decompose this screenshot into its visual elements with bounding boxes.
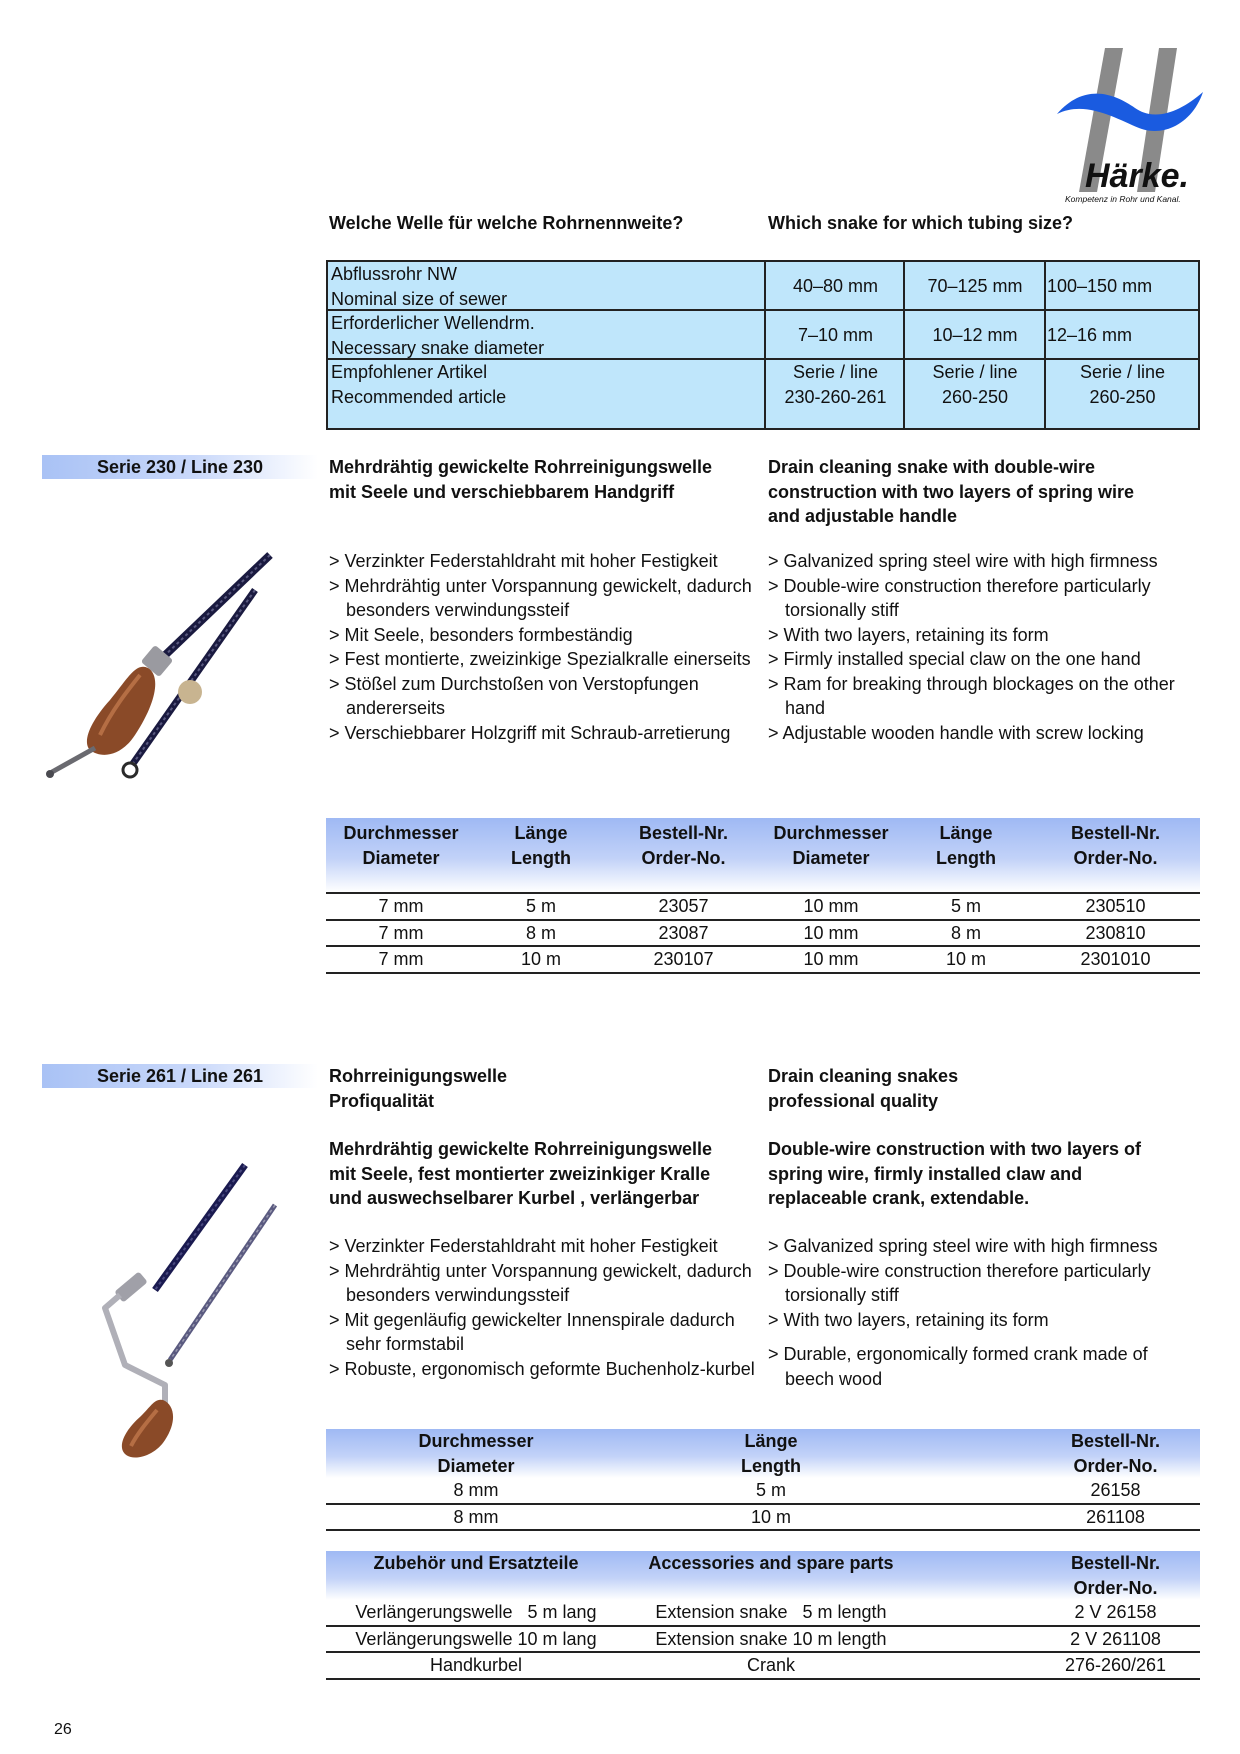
tubing-size-table [326, 260, 1200, 430]
size-row-sewer [328, 262, 1198, 311]
feature-item: > Ram for breaking through blockages on the other hand [768, 672, 1200, 721]
feature-item: > Galvanized spring steel wire with high firmness [768, 549, 1200, 574]
page-number: 26 [54, 1721, 72, 1738]
series-230-title-de: Mehrdrähtig gewickelte Rohrreinigungswelle mit Seele und verschiebbarem Handgriff [329, 457, 713, 502]
series-261-product-image [85, 1160, 285, 1460]
haerke-logo [1055, 42, 1205, 207]
table-header: Durchmesser Diameter Länge Length Bestell-Nr. Order-No. Durchmesser Diameter Länge Length Bestell-Nr. Order-No. [326, 818, 1200, 892]
size-row-snake [328, 311, 1198, 360]
feature-item: > Verzinkter Federstahldraht mit hoher Festigkeit [329, 549, 759, 574]
feature-item: > Fest montierte, zweizinkige Spezialkralle einerseits [329, 647, 759, 672]
series-230-features-de [329, 549, 759, 745]
feature-item: > Galvanized spring steel wire with high firmness [768, 1234, 1200, 1259]
table-row: 7 mm 5 m 23057 10 mm 5 m 230510 [326, 892, 1200, 921]
size-cell: 40–80 mm [792, 276, 879, 296]
feature-item: > Stößel zum Durchstoßen von Verstopfungen andererseits [329, 672, 759, 721]
series-261-tag: Serie 261 / Line 261 [42, 1064, 318, 1088]
series-261-subtitle-en: Double-wire construction with two layers of spring wire, firmly installed claw and replaceable crank, extendable. [768, 1139, 1142, 1208]
size-cell: 260-250 [941, 386, 1009, 407]
size-cell: 10–12 mm [932, 325, 1018, 345]
feature-item: > Verschiebbarer Holzgriff mit Schraub-arretierung [329, 721, 759, 746]
feature-item: > Double-wire construction therefore particularly torsionally stiff [768, 1259, 1200, 1308]
feature-item: > Robuste, ergonomisch geformte Buchenholz-kurbel [329, 1357, 759, 1382]
feature-item: > Mehrdrähtig unter Vorspannung gewickelt, dadurch besonders verwindungssteif [329, 574, 759, 623]
table-header: Zubehör und Ersatzteile Accessories and spare parts Bestell-Nr. Order-No. [326, 1551, 1200, 1600]
series-230-features-en [768, 549, 1200, 745]
feature-item: > Adjustable wooden handle with screw locking [768, 721, 1200, 746]
heading-de: Welche Welle für welche Rohrnennweite? [329, 213, 684, 233]
series-261-subtitle-de: Mehrdrähtig gewickelte Rohrreinigungswelle mit Seele, fest montierter zweizinkiger Kralle und auswechselbarer Kurbel , verlängerbar [329, 1139, 713, 1208]
feature-item: > With two layers, retaining its form [768, 623, 1200, 648]
feature-item: > With two layers, retaining its form [768, 1308, 1200, 1333]
size-cell: 12–16 mm [1047, 325, 1133, 345]
table-row: Handkurbel Crank 276-260/261 [326, 1653, 1200, 1680]
accessories-table [326, 1551, 1200, 1680]
series-230-order-table [326, 818, 1200, 974]
feature-item: > Mit gegenläufig gewickelter Innenspirale dadurch sehr formstabil [329, 1308, 759, 1357]
table-row: Verlängerungswelle 5 m lang Extension snake 5 m length 2 V 26158 [326, 1600, 1200, 1627]
series-230-tag: Serie 230 / Line 230 [42, 455, 318, 479]
table-row: 7 mm 8 m 23087 10 mm 8 m 230810 [326, 921, 1200, 948]
size-cell: 7–10 mm [797, 325, 874, 345]
feature-item: > Durable, ergonomically formed crank made of beech wood [768, 1342, 1200, 1391]
size-label-en: Necessary snake diameter [331, 337, 545, 358]
series-230-product-image [40, 550, 290, 800]
size-cell: 230-260-261 [784, 386, 887, 407]
series-261-features-de [329, 1234, 759, 1381]
size-label-de: Erforderlicher Wellendrm. [331, 313, 535, 333]
table-row: Verlängerungswelle 10 m lang Extension snake 10 m length 2 V 261108 [326, 1627, 1200, 1654]
table-header: Durchmesser Diameter Länge Length Bestell-Nr. Order-No. [326, 1429, 1200, 1478]
feature-item: > Double-wire construction therefore particularly torsionally stiff [768, 574, 1200, 623]
feature-item: > Mit Seele, besonders formbeständig [329, 623, 759, 648]
feature-item: > Verzinkter Federstahldraht mit hoher Festigkeit [329, 1234, 759, 1259]
table-row: 8 mm 5 m 26158 [326, 1478, 1200, 1505]
svg-text:Kompetenz in Rohr und Kanal.: Kompetenz in Rohr und Kanal. [1065, 194, 1181, 204]
table-row: 8 mm 10 m 261108 [326, 1505, 1200, 1532]
heading-en: Which snake for which tubing size? [768, 213, 1074, 233]
size-row-article [328, 360, 1198, 430]
series-261-features-en [768, 1234, 1200, 1391]
series-230-title-en: Drain cleaning snake with double-wire construction with two layers of spring wire and adjustable handle [768, 457, 1135, 526]
size-label-en: Nominal size of sewer [331, 288, 508, 309]
series-261-order-table [326, 1429, 1200, 1531]
size-label-de: Empfohlener Artikel [331, 362, 488, 382]
size-cell: 260-250 [1089, 386, 1156, 407]
feature-item: > Firmly installed special claw on the one hand [768, 647, 1200, 672]
series-261-title-de: Rohrreinigungswelle Profiqualität [329, 1066, 508, 1111]
size-label-en: Recommended article [331, 386, 507, 407]
size-label-de: Abflussrohr NW [331, 264, 458, 284]
size-cell: Serie / line [792, 362, 879, 382]
feature-item: > Mehrdrähtig unter Vorspannung gewickelt, dadurch besonders verwindungssteif [329, 1259, 759, 1308]
size-cell: Serie / line [932, 362, 1018, 382]
size-cell: 100–150 mm [1047, 276, 1153, 296]
svg-text:Härke.: Härke. [1085, 157, 1189, 195]
size-cell: 70–125 mm [927, 276, 1023, 296]
size-cell: Serie / line [1079, 362, 1166, 382]
table-row: 7 mm 10 m 230107 10 mm 10 m 2301010 [326, 947, 1200, 974]
series-261-title-en: Drain cleaning snakes professional quality [768, 1066, 959, 1111]
